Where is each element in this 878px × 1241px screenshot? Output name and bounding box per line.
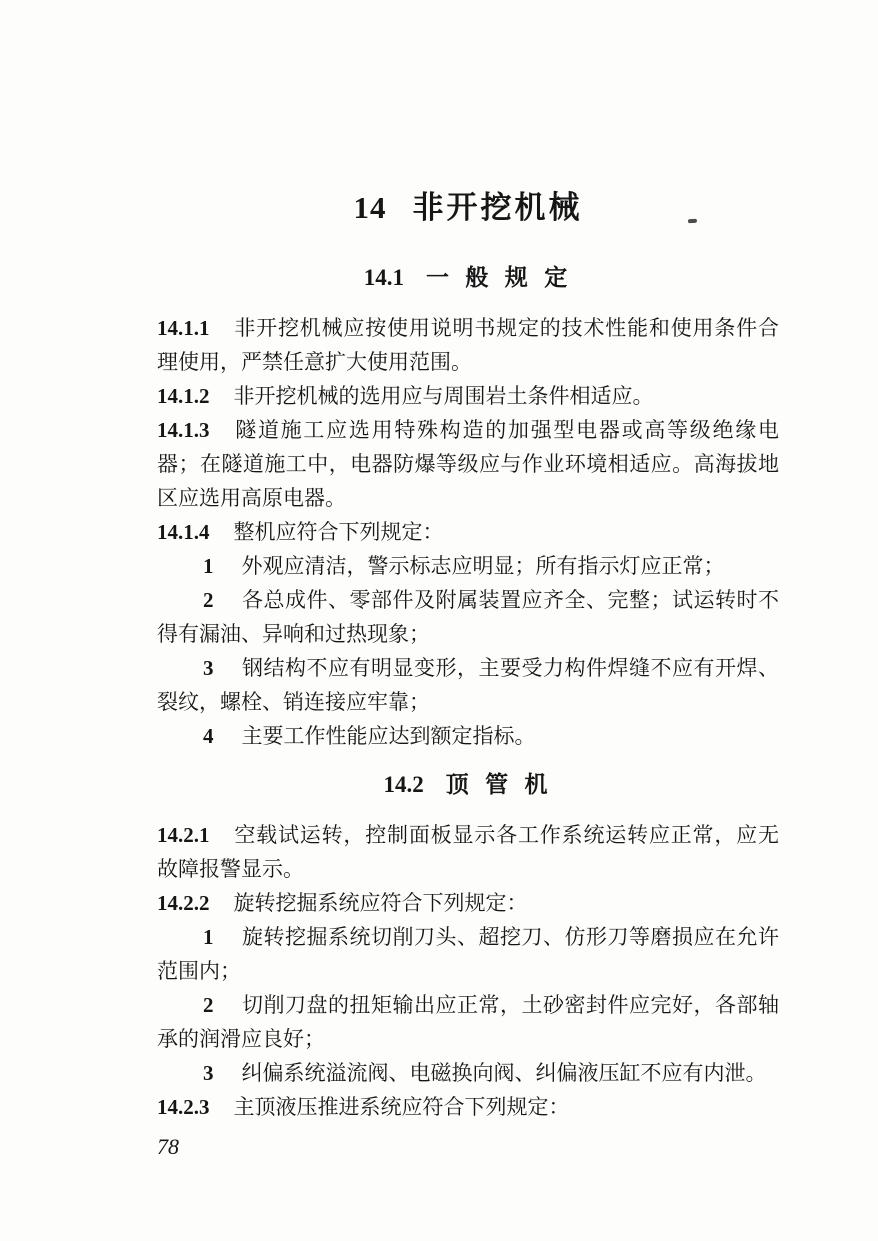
clause-number: 14.1.3 [157, 418, 210, 442]
clause-14-2-2-item-2 [157, 988, 779, 1056]
clause-number: 14.1.4 [157, 520, 210, 544]
item-number: 1 [203, 925, 214, 949]
clause-text: 整机应符合下列规定： [233, 520, 444, 544]
item-number: 1 [203, 554, 214, 578]
item-text: 各总成件、零部件及附属装置应齐全、完整；试运转时不得有漏油、异响和过热现象； [157, 588, 779, 646]
section-name: 顶 管 机 [445, 771, 553, 797]
clause-14-1-4-item-1 [157, 549, 779, 583]
clause-14-2-2-item-3 [157, 1056, 779, 1090]
item-number: 4 [203, 724, 214, 748]
clause-text: 非开挖机械的选用应与周围岩土条件相适应。 [233, 384, 654, 408]
clause-text: 主顶液压推进系统应符合下列规定： [233, 1095, 570, 1119]
clause-text: 隧道施工应选用特殊构造的加强型电器或高等级绝缘电器；在隧道施工中，电器防爆等级应与作业环境相适应。高海拔地区应选用高原电器。 [157, 418, 779, 510]
clause-text: 旋转挖掘系统应符合下列规定： [233, 891, 528, 915]
item-text: 主要工作性能应达到额定指标。 [241, 724, 536, 748]
clause-14-1-4-item-3 [157, 651, 779, 719]
clause-number: 14.2.3 [157, 1095, 210, 1119]
clause-14-1-2 [157, 379, 779, 413]
item-text: 钢结构不应有明显变形，主要受力构件焊缝不应有开焊、裂纹，螺栓、销连接应牢靠； [157, 656, 779, 714]
item-number: 2 [203, 993, 214, 1017]
item-text: 外观应清洁，警示标志应明显；所有指示灯应正常； [241, 554, 725, 578]
item-number: 3 [203, 1061, 214, 1085]
chapter-number: 14 [353, 190, 387, 225]
chapter-title [157, 186, 779, 230]
clause-14-1-4-item-2 [157, 583, 779, 651]
clause-14-2-1 [157, 818, 779, 886]
clause-14-1-4-item-4 [157, 719, 779, 753]
section-title-14-1 [157, 260, 779, 295]
clause-14-2-3 [157, 1090, 779, 1124]
clause-number: 14.1.2 [157, 384, 210, 408]
section-number: 14.1 [363, 265, 405, 290]
clause-14-1-4 [157, 515, 779, 549]
section-number: 14.2 [383, 772, 424, 797]
clause-number: 14.2.2 [157, 891, 210, 915]
clause-text: 非开挖机械应按使用说明书规定的技术性能和使用条件合理使用，严禁任意扩大使用范围。 [157, 316, 779, 374]
item-text: 旋转挖掘系统切削刀头、超挖刀、仿形刀等磨损应在允许范围内； [157, 925, 779, 983]
item-number: 2 [203, 588, 214, 612]
clause-14-1-1 [157, 311, 779, 379]
page-number: 78 [157, 1134, 179, 1159]
item-number: 3 [203, 656, 214, 680]
clause-number: 14.2.1 [157, 823, 210, 847]
clause-14-1-3 [157, 413, 779, 515]
item-text: 纠偏系统溢流阀、电磁换向阀、纠偏液压缸不应有内泄。 [241, 1061, 767, 1085]
clause-number: 14.1.1 [157, 316, 210, 340]
clause-text: 空载试运转，控制面板显示各工作系统运转应正常，应无故障报警显示。 [157, 823, 779, 881]
page-content [157, 186, 779, 1164]
clause-14-2-2-item-1 [157, 920, 779, 988]
section-title-14-2 [157, 767, 779, 802]
section-name: 一 般 规 定 [426, 264, 573, 290]
item-text: 切削刀盘的扭矩输出应正常，土砂密封件应完好，各部轴承的润滑应良好； [157, 993, 779, 1051]
clause-14-2-2 [157, 886, 779, 920]
chapter-title-text: 非开挖机械 [412, 190, 583, 225]
